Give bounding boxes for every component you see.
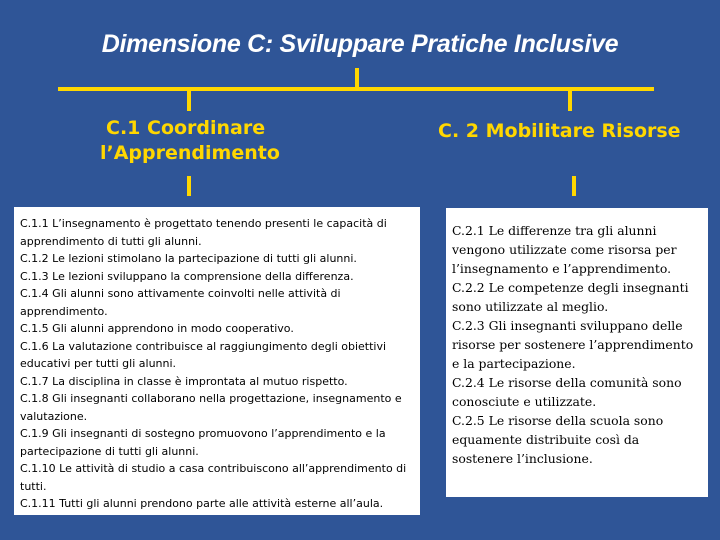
connector-top-vertical: [355, 68, 359, 88]
left-heading: [100, 116, 360, 166]
list-item: C.1.9 Gli insegnanti di sostegno promuovono l’apprendimento e la partecipazione di tutti gli alunni.: [20, 427, 386, 458]
left-box: [14, 207, 420, 515]
left-heading-line2: l’Apprendimento: [100, 142, 280, 164]
left-heading-line1: C.1 Coordinare: [106, 117, 266, 139]
connector-right-down: [568, 91, 572, 111]
list-item: C.1.6 La valutazione contribuisce al raggiungimento degli obiettivi educativi per tutti gli alunni.: [20, 339, 387, 370]
list-item: C.1.3 Le lezioni sviluppano la comprensione della differenza.: [20, 269, 354, 283]
list-item: C.1.11 Tutti gli alunni prendono parte alle attività esterne all’aula.: [20, 497, 384, 510]
list-item: C.1.1 L’insegnamento è progettato tenendo presenti le capacità di apprendimento di tutti gli alunni.: [20, 217, 387, 248]
connector-right-box: [572, 176, 576, 196]
connector-left-box: [187, 176, 191, 196]
list-item: C.1.8 Gli insegnanti collaborano nella progettazione, insegnamento e valutazione.: [20, 392, 402, 423]
right-box: [446, 208, 708, 497]
list-item: C.1.10 Le attività di studio a casa contribuiscono all’apprendimento di tutti.: [20, 462, 407, 493]
list-item: C.1.4 Gli alunni sono attivamente coinvolti nelle attività di apprendimento.: [20, 287, 341, 318]
list-item: C.2.3 Gli insegnanti sviluppano delle risorse per sostenere l’apprendimento e la partecipazione.: [452, 318, 694, 371]
list-item: C.2.1 Le differenze tra gli alunni vengono utilizzate come risorsa per l’insegnamento e l’apprendimento.: [452, 223, 677, 276]
list-item: C.2.4 Le risorse della comunità sono conosciute e utilizzate.: [452, 375, 682, 409]
list-item: C.2.5 Le risorse della scuola sono equamente distribuite così da sostenere l’inclusione.: [452, 413, 664, 466]
page-title: Dimensione C: Sviluppare Pratiche Inclusive: [101, 30, 619, 58]
connector-left-down: [187, 91, 191, 111]
list-item: C.1.5 Gli alunni apprendono in modo cooperativo.: [20, 322, 294, 335]
list-item: C.1.7 La disciplina in classe è improntata al mutuo rispetto.: [20, 374, 348, 388]
right-heading: C. 2 Mobilitare Risorse: [438, 120, 681, 142]
list-item: C.1.2 Le lezioni stimolano la partecipazione di tutti gli alunni.: [20, 252, 357, 265]
list-item: C.2.2 Le competenze degli insegnanti sono utilizzate al meglio.: [452, 280, 689, 314]
connector-horizontal: [58, 87, 654, 91]
